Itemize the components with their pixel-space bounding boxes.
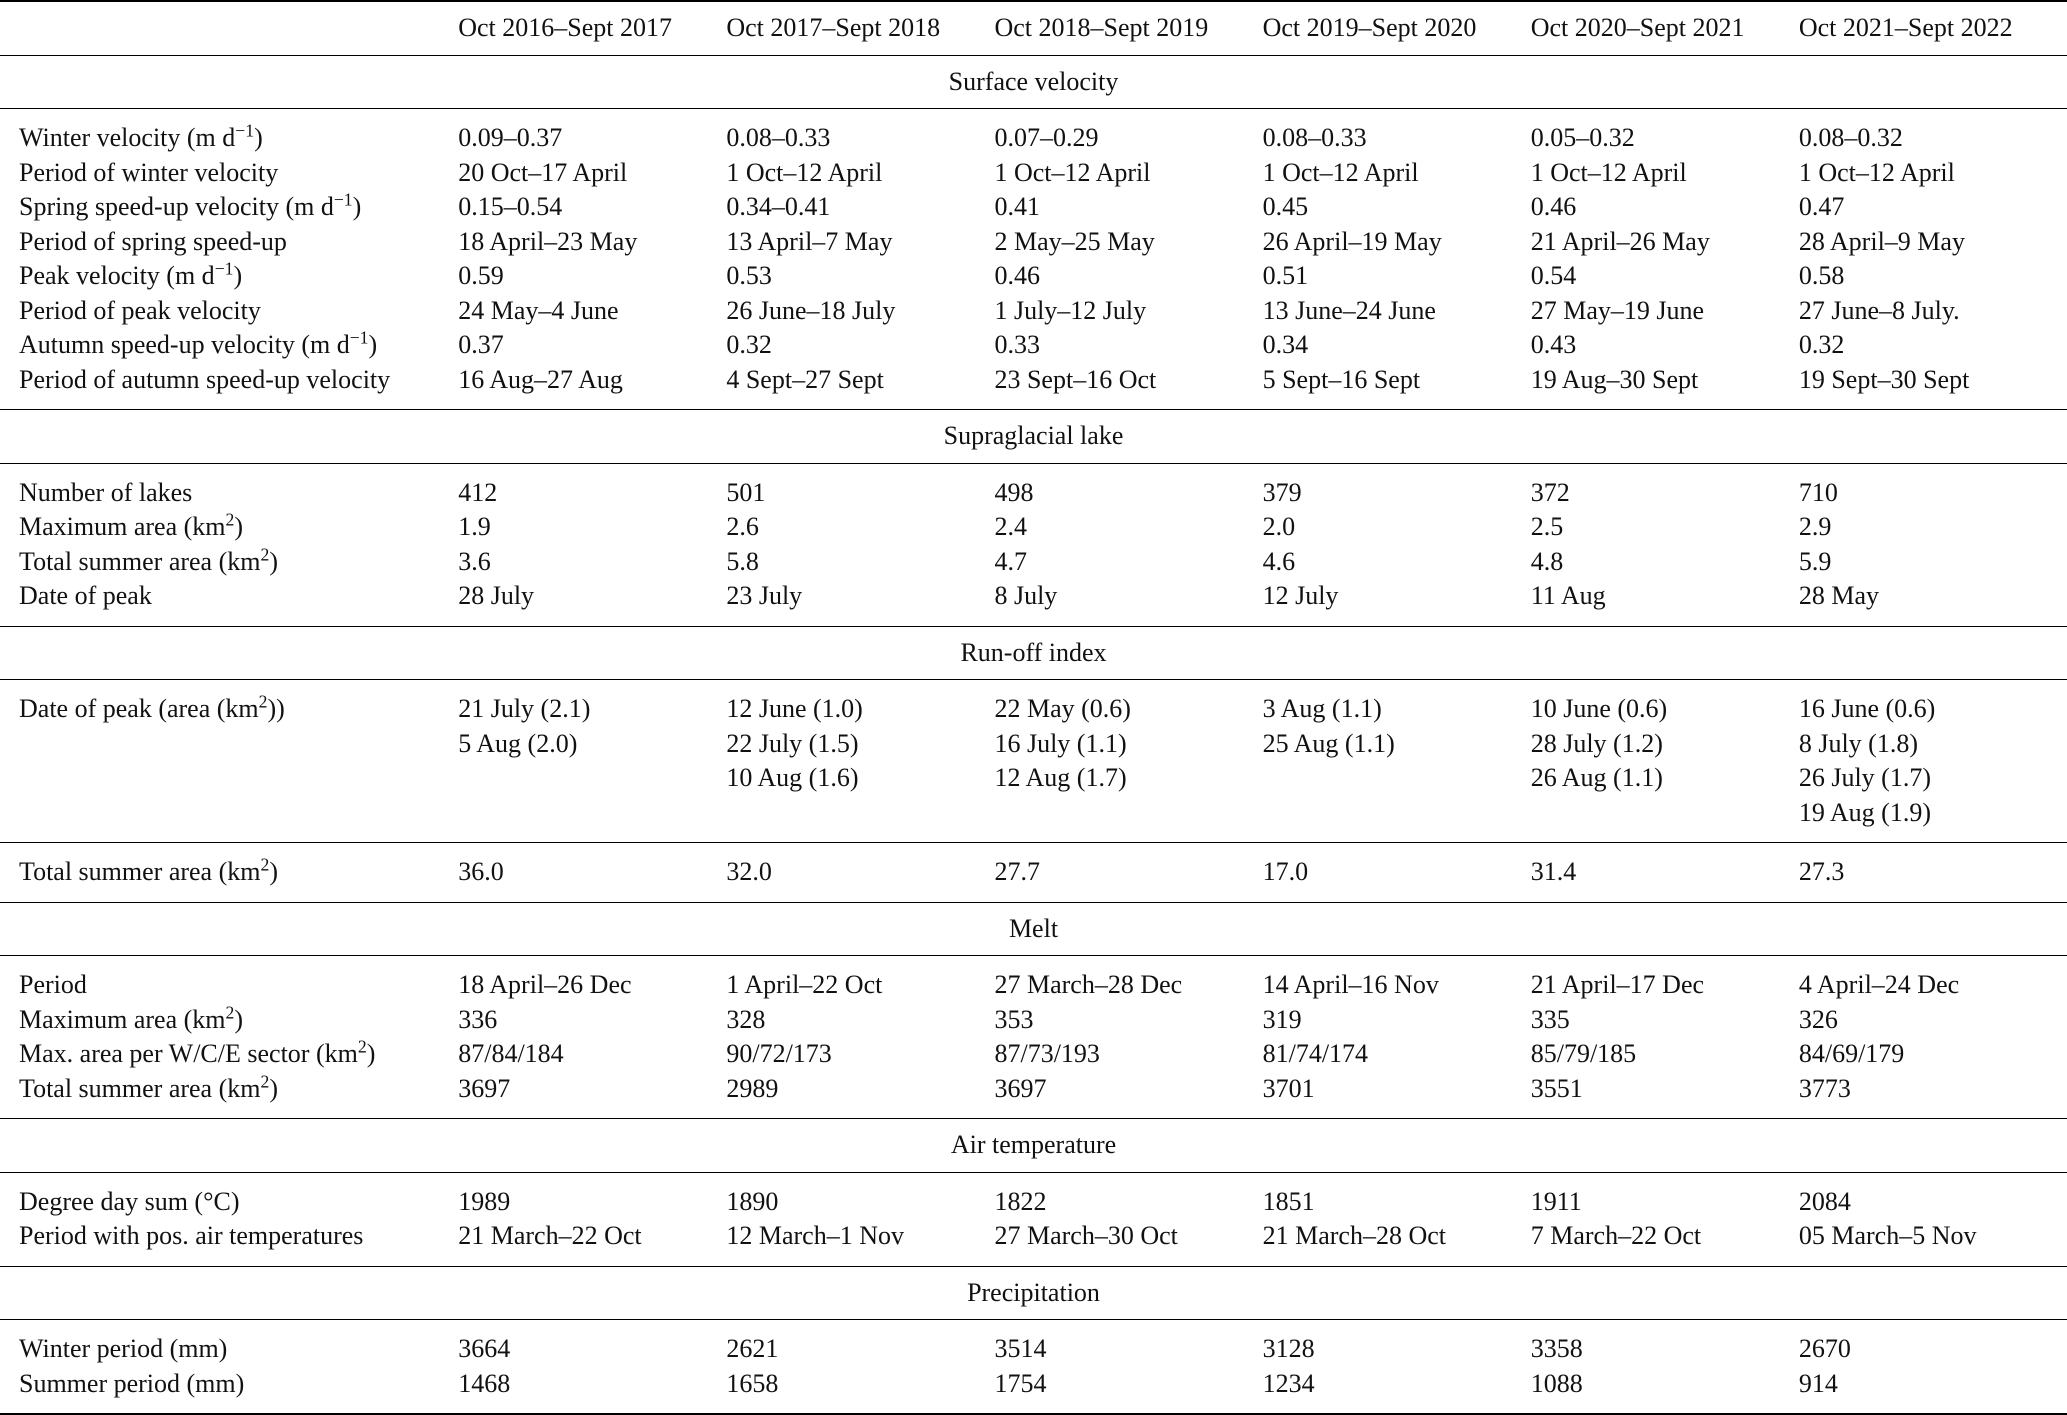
header-row xyxy=(0,1,2067,55)
row-label xyxy=(0,1219,458,1266)
section-row xyxy=(0,626,2067,680)
row-label xyxy=(0,1320,458,1367)
row-label-suffix: ) xyxy=(233,261,243,290)
value-cell: 87/84/184 xyxy=(458,1039,564,1068)
row-label-superscript: −1 xyxy=(214,258,234,279)
value-cell: 19 Aug–30 Sept xyxy=(1531,363,1799,410)
row-label xyxy=(0,545,458,580)
value-cell: 27.7 xyxy=(994,843,1262,903)
value-cell: 5.8 xyxy=(726,546,759,576)
value-cell: 3697 xyxy=(994,1072,1262,1119)
value-cell: 90/72/173 xyxy=(726,1039,832,1068)
row-label-text: Autumn speed-up velocity (m d xyxy=(19,330,350,359)
value-cell: 2.0 xyxy=(1262,512,1296,541)
row-label-superscript: −1 xyxy=(349,327,369,348)
row-label xyxy=(0,680,458,843)
year-header: Oct 2021–Sept 2022 xyxy=(1799,1,2067,55)
value-cell: 1 Oct–12 April xyxy=(1262,157,1419,187)
value-cell: 5 Sept–16 Sept xyxy=(1263,363,1531,410)
value-cell: 1 Oct–12 April xyxy=(994,157,1151,187)
value-cell: 32.0 xyxy=(726,843,994,903)
row-label-suffix: ) xyxy=(352,192,362,221)
row-label-text: Total summer area (km xyxy=(19,857,261,886)
table-row xyxy=(0,579,2067,626)
value-cell: 1822 xyxy=(994,1186,1047,1216)
value-cell: 3701 xyxy=(1263,1072,1531,1119)
table-row xyxy=(0,363,2067,410)
row-label-superscript: −1 xyxy=(235,120,255,141)
row-label-suffix: ) xyxy=(368,330,378,359)
value-cell: 0.08–0.32 xyxy=(1798,123,1903,152)
value-line: 28 July (1.2) xyxy=(1530,728,1663,758)
value-cell xyxy=(994,680,1262,843)
row-label-suffix: ) xyxy=(269,857,278,886)
table-row xyxy=(0,109,2067,156)
value-cell: 3514 xyxy=(994,1334,1047,1363)
value-cell: 8 July xyxy=(994,579,1262,626)
row-label xyxy=(0,225,458,260)
value-cell: 0.46 xyxy=(1530,192,1577,221)
row-label xyxy=(0,1172,458,1219)
row-label xyxy=(0,1367,458,1415)
section-title: Surface velocity xyxy=(0,55,2067,109)
row-label xyxy=(0,156,458,191)
row-label-text: Maximum area (km xyxy=(19,1004,226,1034)
row-label xyxy=(0,956,458,1003)
value-cell: 18 April–26 Dec xyxy=(458,970,632,999)
value-cell: 1088 xyxy=(1531,1367,1799,1415)
row-label-text: Period of winter velocity xyxy=(19,157,279,187)
value-cell: 7 March–22 Oct xyxy=(1531,1219,1799,1266)
row-label-text: Period of autumn speed-up velocity xyxy=(19,364,391,394)
value-cell: 2084 xyxy=(1798,1186,1851,1216)
value-cell xyxy=(1531,680,1799,843)
value-cell: 0.54 xyxy=(1530,261,1577,290)
table-row xyxy=(0,259,2067,294)
section-row xyxy=(0,1266,2067,1320)
value-line: 22 July (1.5) xyxy=(726,728,859,758)
value-cell: 0.15–0.54 xyxy=(458,192,563,221)
value-cell: 0.34 xyxy=(1262,330,1309,359)
value-cell: 0.32 xyxy=(726,330,772,359)
value-cell: 27 June–8 July. xyxy=(1798,295,1960,325)
value-line: 22 May (0.6) xyxy=(994,694,1131,723)
section-row xyxy=(0,410,2067,464)
value-cell: 353 xyxy=(994,1004,1034,1034)
value-cell: 1851 xyxy=(1262,1186,1315,1216)
row-label-text: Degree day sum (°C) xyxy=(19,1186,240,1216)
value-cell: 3.6 xyxy=(458,546,491,576)
value-cell: 4 Sept–27 Sept xyxy=(726,363,994,410)
row-label-superscript: 2 xyxy=(258,691,268,712)
table-row xyxy=(0,1172,2067,1219)
value-cell: 1 Oct–12 April xyxy=(726,157,883,187)
value-cell: 0.08–0.33 xyxy=(726,123,831,152)
section-title: Run-off index xyxy=(0,626,2067,680)
value-cell: 1754 xyxy=(994,1367,1262,1415)
value-cell: 4.6 xyxy=(1262,546,1296,576)
value-cell: 3128 xyxy=(1262,1334,1315,1363)
row-label-text: Maximum area (km xyxy=(19,512,226,541)
value-cell: 4 April–24 Dec xyxy=(1798,970,1960,999)
value-cell: 24 May–4 June xyxy=(458,295,619,325)
table-row xyxy=(0,190,2067,225)
value-cell: 1 Oct–12 April xyxy=(1798,157,1955,187)
value-cell: 1234 xyxy=(1263,1367,1531,1415)
row-label-text: Date of peak (area (km xyxy=(19,694,259,723)
header-corner xyxy=(0,1,458,55)
value-cell: 0.58 xyxy=(1798,261,1845,290)
value-cell: 0.05–0.32 xyxy=(1530,123,1635,152)
value-cell: 3664 xyxy=(458,1334,511,1363)
row-label-superscript: −1 xyxy=(333,189,353,210)
section-title: Air temperature xyxy=(0,1119,2067,1173)
value-cell: 335 xyxy=(1530,1004,1570,1034)
value-cell: 379 xyxy=(1262,477,1302,507)
value-line: 16 June (0.6) xyxy=(1798,694,1936,723)
value-cell: 84/69/179 xyxy=(1798,1039,1905,1068)
value-cell: 23 Sept–16 Oct xyxy=(994,363,1262,410)
table-row xyxy=(0,225,2067,260)
value-cell: 336 xyxy=(458,1004,498,1034)
row-label-text: Period of peak velocity xyxy=(19,295,261,325)
value-cell: 36.0 xyxy=(458,843,726,903)
year-header: Oct 2017–Sept 2018 xyxy=(726,1,994,55)
value-cell: 0.37 xyxy=(458,330,504,359)
value-cell: 87/73/193 xyxy=(994,1039,1100,1068)
value-cell: 1890 xyxy=(726,1186,779,1216)
value-cell: 0.46 xyxy=(994,261,1040,290)
value-cell: 12 March–1 Nov xyxy=(726,1219,994,1266)
value-cell xyxy=(726,680,994,843)
value-cell: 13 April–7 May xyxy=(726,226,893,256)
row-label-text: Period of spring speed-up xyxy=(19,226,287,256)
value-cell: 21 April–26 May xyxy=(1530,226,1710,256)
value-cell: 0.34–0.41 xyxy=(726,192,831,221)
value-cell: 2.4 xyxy=(994,512,1027,541)
value-cell: 0.43 xyxy=(1530,330,1577,359)
table-row xyxy=(0,545,2067,580)
row-label xyxy=(0,1037,458,1072)
row-label xyxy=(0,463,458,510)
value-line: 12 June (1.0) xyxy=(726,694,863,723)
row-label-text: Spring speed-up velocity (m d xyxy=(19,192,334,221)
row-label xyxy=(0,109,458,156)
value-cell: 1.9 xyxy=(458,512,491,541)
value-cell: 498 xyxy=(994,477,1034,507)
value-cell: 26 April–19 May xyxy=(1262,226,1442,256)
row-label-superscript: 2 xyxy=(225,509,235,530)
value-cell: 3697 xyxy=(458,1072,726,1119)
value-cell: 0.47 xyxy=(1798,192,1845,221)
value-cell: 1989 xyxy=(458,1186,511,1216)
row-label-text: Total summer area (km xyxy=(19,1073,261,1103)
value-cell: 18 April–23 May xyxy=(458,226,638,256)
row-label xyxy=(0,579,458,626)
row-label-text: Number of lakes xyxy=(19,477,193,507)
row-label-suffix: ) xyxy=(254,123,263,152)
section-row xyxy=(0,1119,2067,1173)
year-header: Oct 2016–Sept 2017 xyxy=(458,1,726,55)
row-label-text: Winter period (mm) xyxy=(19,1334,228,1363)
section-title: Melt xyxy=(0,902,2067,956)
row-label xyxy=(0,328,458,363)
value-cell: 0.33 xyxy=(994,330,1040,359)
value-cell: 28 April–9 May xyxy=(1798,226,1965,256)
value-cell: 412 xyxy=(458,477,498,507)
row-label-superscript: 2 xyxy=(260,543,270,564)
value-cell: 26 June–18 July xyxy=(726,295,896,325)
value-cell: 328 xyxy=(726,1004,766,1034)
value-cell: 5.9 xyxy=(1798,546,1832,576)
row-label-suffix: ) xyxy=(366,1039,376,1068)
row-label-text: Max. area per W/C/E sector (km xyxy=(19,1039,358,1068)
value-cell: 0.09–0.37 xyxy=(458,123,563,152)
value-cell: 0.08–0.33 xyxy=(1262,123,1367,152)
value-cell: 2989 xyxy=(726,1072,994,1119)
section-title: Precipitation xyxy=(0,1266,2067,1320)
row-label-superscript: 2 xyxy=(225,1001,235,1022)
table-row xyxy=(0,1219,2067,1266)
table-row xyxy=(0,1037,2067,1072)
value-line: 8 July (1.8) xyxy=(1798,728,1919,758)
table-row xyxy=(0,1003,2067,1038)
value-cell: 319 xyxy=(1262,1004,1302,1034)
section-row xyxy=(0,55,2067,109)
table-row xyxy=(0,294,2067,329)
value-line: 5 Aug (2.0) xyxy=(458,728,578,758)
value-cell: 1468 xyxy=(458,1367,726,1415)
table-row xyxy=(0,1367,2067,1415)
row-label-superscript: 2 xyxy=(260,1070,270,1091)
value-cell: 1 April–22 Oct xyxy=(726,970,883,999)
year-header: Oct 2018–Sept 2019 xyxy=(994,1,1262,55)
table-row xyxy=(0,1072,2067,1119)
row-label-text: Total summer area (km xyxy=(19,546,261,576)
value-cell: 2 May–25 May xyxy=(994,226,1155,256)
row-label xyxy=(0,259,458,294)
year-header: Oct 2020–Sept 2021 xyxy=(1531,1,1799,55)
value-cell: 710 xyxy=(1798,477,1838,507)
row-label-suffix: ) xyxy=(234,1004,244,1034)
row-label-text: Winter velocity (m d xyxy=(19,123,236,152)
value-line: 21 July (2.1) xyxy=(458,694,591,723)
value-line: 19 Aug (1.9) xyxy=(1798,797,1932,827)
value-cell: 13 June–24 June xyxy=(1262,295,1436,325)
value-cell: 0.45 xyxy=(1262,192,1309,221)
value-cell: 21 March–22 Oct xyxy=(458,1219,726,1266)
value-cell: 372 xyxy=(1530,477,1570,507)
value-cell: 2670 xyxy=(1798,1334,1851,1363)
row-label-text: Peak velocity (m d xyxy=(19,261,215,290)
row-label-suffix: ) xyxy=(234,512,244,541)
value-cell: 12 July xyxy=(1263,579,1531,626)
value-cell: 0.41 xyxy=(994,192,1040,221)
value-cell: 23 July xyxy=(726,579,994,626)
value-cell: 05 March–5 Nov xyxy=(1799,1219,2067,1266)
value-cell: 27.3 xyxy=(1799,843,2067,903)
value-cell: 2.5 xyxy=(1530,512,1564,541)
table-row xyxy=(0,510,2067,545)
value-cell: 1911 xyxy=(1530,1186,1582,1216)
value-cell: 501 xyxy=(726,477,766,507)
value-cell: 4.7 xyxy=(994,546,1027,576)
value-line: 25 Aug (1.1) xyxy=(1262,728,1395,758)
value-cell: 27 May–19 June xyxy=(1530,295,1705,325)
table-row xyxy=(0,1320,2067,1367)
value-cell: 85/79/185 xyxy=(1530,1039,1637,1068)
value-cell: 16 Aug–27 Aug xyxy=(458,363,726,410)
year-header: Oct 2019–Sept 2020 xyxy=(1263,1,1531,55)
row-label-text: Period with pos. air temperatures xyxy=(19,1221,364,1250)
value-cell: 326 xyxy=(1798,1004,1838,1034)
value-cell: 0.53 xyxy=(726,261,772,290)
row-label xyxy=(0,294,458,329)
value-cell: 2.9 xyxy=(1798,512,1832,541)
value-cell: 1 July–12 July xyxy=(994,295,1147,325)
value-cell: 0.32 xyxy=(1798,330,1845,359)
section-row xyxy=(0,902,2067,956)
value-cell: 81/74/174 xyxy=(1262,1039,1369,1068)
value-cell xyxy=(1263,680,1531,843)
value-cell: 31.4 xyxy=(1531,843,1799,903)
row-label xyxy=(0,1003,458,1038)
value-cell: 21 April–17 Dec xyxy=(1530,970,1705,999)
value-cell: 3551 xyxy=(1531,1072,1799,1119)
value-cell: 17.0 xyxy=(1263,843,1531,903)
value-cell: 27 March–30 Oct xyxy=(994,1219,1262,1266)
value-cell: 2621 xyxy=(726,1334,779,1363)
row-label-superscript: 2 xyxy=(260,854,270,875)
value-cell: 14 April–16 Nov xyxy=(1262,970,1439,999)
row-label xyxy=(0,510,458,545)
table-row xyxy=(0,328,2067,363)
value-cell xyxy=(458,680,726,843)
value-cell: 0.59 xyxy=(458,261,504,290)
value-line: 10 June (0.6) xyxy=(1530,694,1668,723)
row-label-text: Summer period (mm) xyxy=(19,1368,245,1398)
table-row xyxy=(0,843,2067,903)
table-row xyxy=(0,956,2067,1003)
value-cell: 28 May xyxy=(1799,579,2067,626)
row-label-superscript: 2 xyxy=(357,1036,367,1057)
value-cell: 0.07–0.29 xyxy=(994,123,1099,152)
value-cell: 11 Aug xyxy=(1531,579,1799,626)
value-cell: 4.8 xyxy=(1530,546,1564,576)
row-label-suffix: )) xyxy=(267,694,285,723)
value-line: 10 Aug (1.6) xyxy=(726,763,859,792)
value-cell: 28 July xyxy=(458,579,726,626)
row-label xyxy=(0,190,458,225)
table-body xyxy=(0,55,2067,1414)
table-row xyxy=(0,463,2067,510)
value-line: 3 Aug (1.1) xyxy=(1262,694,1382,723)
row-label xyxy=(0,363,458,410)
value-cell: 914 xyxy=(1799,1367,2067,1415)
value-cell: 1 Oct–12 April xyxy=(1530,157,1687,187)
value-cell: 1658 xyxy=(726,1367,994,1415)
row-label-suffix: ) xyxy=(269,546,278,576)
value-cell: 3773 xyxy=(1799,1072,2067,1119)
value-cell: 0.51 xyxy=(1262,261,1309,290)
value-cell xyxy=(1799,680,2067,843)
value-cell: 19 Sept–30 Sept xyxy=(1799,363,2067,410)
value-line: 12 Aug (1.7) xyxy=(994,763,1127,792)
value-cell: 2.6 xyxy=(726,512,759,541)
value-line: 26 Aug (1.1) xyxy=(1530,763,1663,792)
row-label-text: Date of peak xyxy=(19,581,152,610)
row-label-text: Period xyxy=(19,970,87,999)
value-cell: 21 March–28 Oct xyxy=(1263,1219,1531,1266)
value-cell: 20 Oct–17 April xyxy=(458,157,628,187)
value-cell: 3358 xyxy=(1530,1334,1583,1363)
value-cell: 27 March–28 Dec xyxy=(994,970,1183,999)
value-line: 16 July (1.1) xyxy=(994,728,1127,758)
section-title: Supraglacial lake xyxy=(0,410,2067,464)
row-label xyxy=(0,843,458,903)
table-row xyxy=(0,156,2067,191)
row-label xyxy=(0,1072,458,1119)
row-label-suffix: ) xyxy=(269,1073,278,1103)
table-row xyxy=(0,680,2067,843)
value-line: 26 July (1.7) xyxy=(1798,763,1932,792)
